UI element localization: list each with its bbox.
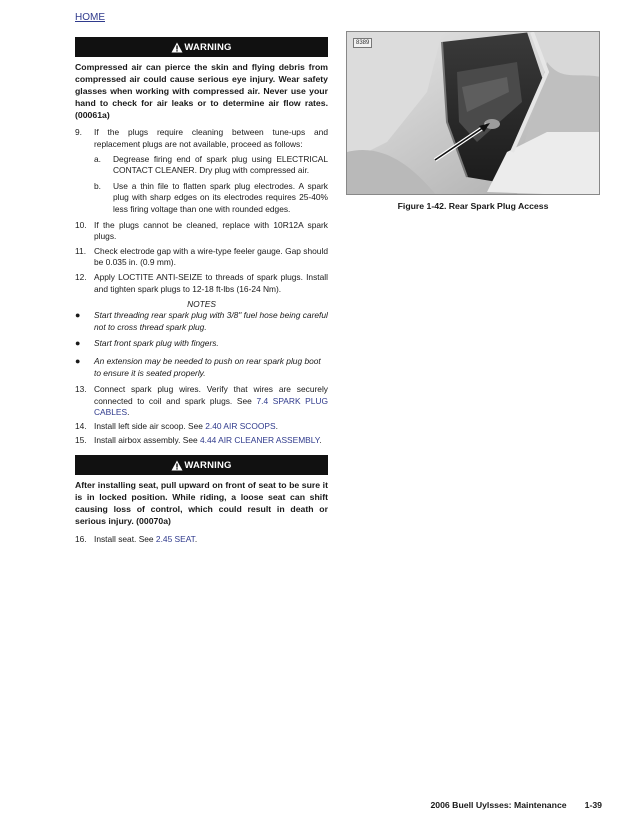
step-10 bbox=[75, 220, 328, 243]
step-14 bbox=[75, 421, 328, 433]
warning-banner bbox=[75, 37, 328, 57]
step-text bbox=[94, 435, 328, 447]
step-text: If the plugs cannot be cleaned, replace with 10R12A spark plugs. bbox=[94, 219, 328, 242]
note-text: An extension may be needed to push on rear spark plug boot to ensure it is seated properly. bbox=[94, 355, 321, 378]
step-13 bbox=[75, 384, 328, 419]
step-number: 13. bbox=[75, 384, 87, 395]
bullet-icon: ● bbox=[75, 338, 81, 349]
substep-text: Use a thin file to flatten spark plug electrodes. A spark plug with sharp edges on its electrodes requires 25-40% less firing voltage than one with rounded edges. bbox=[113, 180, 328, 215]
notes-heading: NOTES bbox=[187, 299, 216, 310]
step-text-lead: Install left side air scoop. See bbox=[94, 420, 206, 431]
step-text-tail: . bbox=[275, 420, 278, 431]
step-9 bbox=[75, 127, 328, 150]
step-9a bbox=[75, 154, 328, 177]
note-text: Start front spark plug with fingers. bbox=[94, 338, 219, 349]
seat-link[interactable]: 2.45 SEAT bbox=[155, 533, 195, 544]
home-link[interactable]: HOME bbox=[75, 12, 105, 23]
warning-text: Compressed air can pierce the skin and flying debris from compressed air could cause serious eye injury. Wear safety glasses when working with compressed air. Never use your hand to check for air leaks or to determine air flow rates. (00061a) bbox=[75, 62, 328, 121]
step-text: If the plugs require cleaning between tune-ups and replacement plugs are not available, proceed as follows: bbox=[94, 127, 328, 150]
step-number: 11. bbox=[75, 245, 87, 256]
step-text: Apply LOCTITE ANTI-SEIZE to threads of spark plugs. Install and tighten spark plugs to 12-18 ft-lbs (16-24 Nm). bbox=[94, 272, 328, 294]
step-number: 14. bbox=[75, 420, 87, 431]
note-text: Start threading rear spark plug with 3/8" fuel hose being careful not to cross thread spark plug. bbox=[94, 310, 328, 332]
step-11 bbox=[75, 246, 328, 269]
substep-letter: b. bbox=[94, 180, 101, 191]
bullet-icon: ● bbox=[75, 355, 81, 366]
step-text-tail: . bbox=[194, 533, 198, 544]
step-text-lead: Connect spark plug wires. Verify that wires are securely connected to coil and spark plugs. See bbox=[94, 384, 328, 406]
step-number: 10. bbox=[75, 219, 87, 230]
note-item bbox=[75, 356, 328, 379]
figure-caption: Figure 1-42. Rear Spark Plug Access bbox=[397, 201, 549, 211]
spark-plug-photo-illustration bbox=[347, 32, 600, 195]
step-12 bbox=[75, 272, 328, 295]
page-number: 1-39 bbox=[584, 800, 602, 810]
substep-text: Degrease firing end of spark plug using ELECTRICAL CONTACT CLEANER. Dry plug with compressed air. bbox=[113, 153, 328, 176]
figure-photo bbox=[346, 31, 600, 195]
step-9b bbox=[75, 181, 328, 216]
step-number: 9. bbox=[75, 127, 82, 138]
substep-letter: a. bbox=[94, 153, 101, 164]
warning-triangle-icon bbox=[171, 42, 183, 53]
warning-banner bbox=[75, 455, 328, 475]
step-text bbox=[94, 384, 328, 419]
step-text-lead: Install airbox assembly. See bbox=[94, 434, 200, 445]
bullet-icon: ● bbox=[75, 310, 81, 321]
step-text: Check electrode gap with a wire-type feeler gauge. Gap should be 0.035 in. (0.9 mm). bbox=[94, 245, 328, 268]
note-item bbox=[75, 310, 328, 333]
warning-text: After installing seat, pull upward on front of seat to be sure it is in locked position. While riding, a loose seat can shift causing loss of control, which could result in death or serious injury. (00070a) bbox=[75, 480, 328, 527]
warning-triangle-icon bbox=[171, 460, 183, 471]
step-text bbox=[94, 421, 328, 433]
page-footer bbox=[430, 800, 602, 810]
step-text-tail: . bbox=[127, 407, 130, 418]
step-16 bbox=[75, 534, 328, 546]
step-text-tail: . bbox=[319, 434, 322, 445]
warning-label: WARNING bbox=[184, 459, 232, 471]
step-number: 12. bbox=[75, 272, 87, 282]
note-item bbox=[75, 338, 328, 350]
footer-title: 2006 Buell Uylsses: Maintenance bbox=[430, 800, 567, 810]
air-scoops-link[interactable]: 2.40 AIR SCOOPS bbox=[205, 420, 276, 431]
step-15 bbox=[75, 435, 328, 447]
step-number: 15. bbox=[75, 434, 87, 445]
step-text-lead: Install seat. See bbox=[94, 533, 156, 544]
photo-id-tag: 8389 bbox=[353, 38, 372, 48]
step-text bbox=[94, 534, 328, 546]
main-column bbox=[75, 37, 328, 545]
spark-plug-cables-link[interactable]: 7.4 SPARK PLUG CABLES bbox=[94, 395, 328, 418]
warning-label: WARNING bbox=[184, 41, 232, 53]
step-number: 16. bbox=[75, 533, 87, 544]
air-cleaner-assembly-link[interactable]: 4.44 AIR CLEANER ASSEMBLY bbox=[199, 434, 320, 445]
